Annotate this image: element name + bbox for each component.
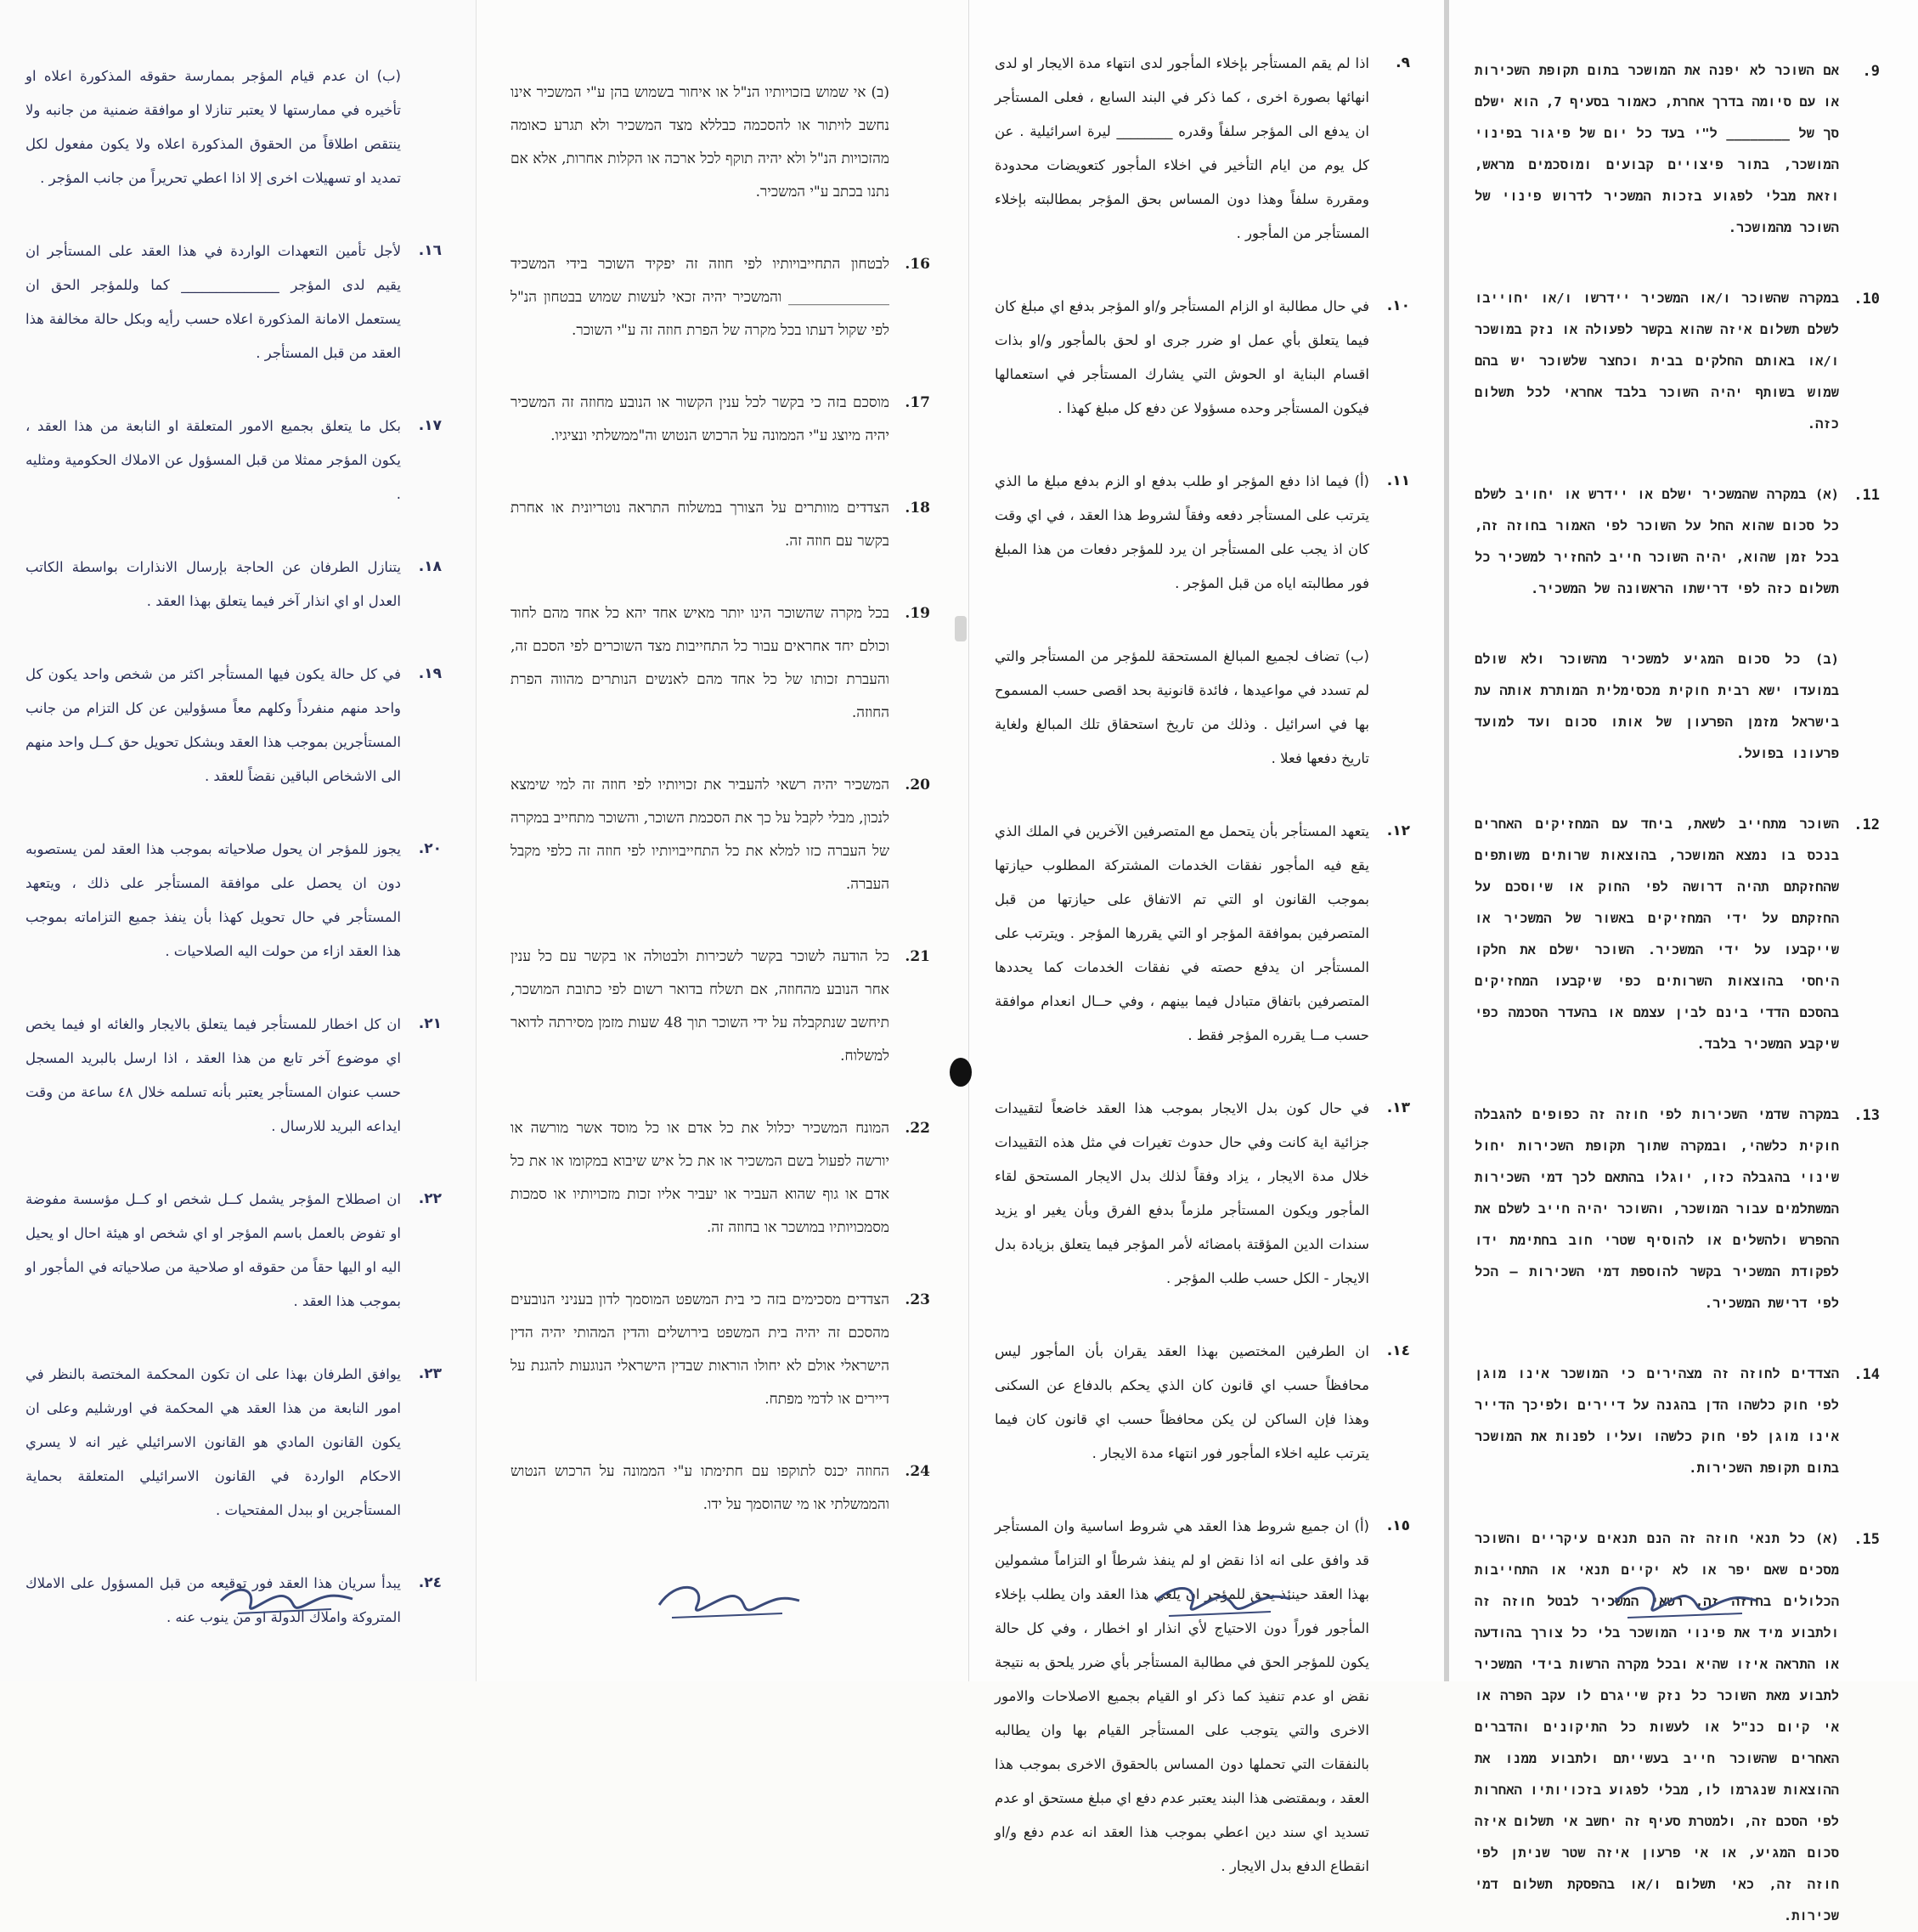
signature: [646, 1567, 808, 1630]
clause-text: (א) במקרה שהמשכיר ישלם או יידרש או יחויב לשלם כל סכום שהוא החל על השוכר לפי האמור בחוזה זה, בכל זמן שהוא, יהיה השוכר חייב להחזיר למשכיר כל תשלום כזה לפי דרישתו הראשונה של המשכיר.: [1475, 487, 1839, 596]
clause-number: [1839, 644, 1880, 770]
clause-text: ان اصطلاح المؤجر يشمل كــل شخص او كــل مؤسسة مفوضة او تفوض بالعمل باسم المؤجر او اي شخص او هيئة احال او يحيل اليه او اليها حقاً من حقوقه او صلاحية من صلاحياته في المأجور او بموجب هذا العقد .: [25, 1191, 401, 1309]
clause-ar-20: [25, 833, 442, 969]
clause-ar-10: [995, 290, 1410, 426]
clause-ar-11a: [995, 465, 1410, 601]
clause-text: הצדדים מוותרים על הצורך במשלוח התראה נוטריונית או אחרת בקשר עם חוזה זה.: [511, 500, 889, 550]
clause-text: في حال مطالبة او الزام المستأجر و/او المؤجر بدفع اي مبلغ كان فيما يتعلق بأي عمل او ضرر جرى او لحق بالمأجور و/او بذات اقسام البناية او الحوش التي يشارك المستأجر في استعمالها فيكون المستأجر وحده مسؤولا عن دفع كل مبلغ كهذا .: [995, 298, 1369, 416]
clause-number: ١٠.: [1386, 297, 1410, 314]
clause-number: 9.: [1862, 63, 1880, 80]
clause-number: ٢٠.: [418, 840, 442, 857]
clause-ar-21: [25, 1008, 442, 1144]
clause-he-17: [511, 387, 930, 453]
clause-number: 20.: [905, 777, 930, 794]
clause-text: لأجل تأمين التعهدات الواردة في هذا العقد على المستأجر ان يقيم لدى المؤجر ______________ كما وللمؤجر الحق ان يستعمل الامانة المذكورة اعلاه حسب رأيه وبكل حالة مخالفة هذا العقد من قبل المستأجر .: [25, 243, 401, 361]
page-hebrew-right: [1444, 0, 1918, 1924]
clause-ar-b: [25, 59, 442, 195]
clause-ar-19: [25, 658, 442, 794]
clause-number: ١٧.: [418, 417, 442, 434]
clause-text: מוסכם בזה כי בקשר לכל ענין הקשור או הנובע מחוזה זה המשכיר יהיה מיוצג ע"י הממונה על הרכוש הנטוש וה"ממשלתי ונציגיו.: [511, 394, 889, 444]
clause-text: بكل ما يتعلق بجميع الامور المتعلقة او النابعة من هذا العقد ، يكون المؤجر ممثلا من قبل المسؤول عن الاملاك الحكومية ومثليه .: [25, 418, 401, 502]
staple-mark: [955, 616, 967, 641]
clause-he-b: [511, 76, 930, 209]
clause-he-21: [511, 941, 930, 1073]
signature: [204, 1567, 365, 1630]
clause-text: (ב) כל סכום המגיע למשכיר מהשוכר ולא שולם במועדו ישא רבית חוקית מכסימלית המותרת אותה עת בישראל מזמן הפרעון של אותו סכום ועד למועד פרעונו בפועל.: [1475, 652, 1839, 761]
clause-text: בכל מקרה שהשוכר הינו יותר מאיש אחד יהא כל אחד מהם לחוד וכולם יחד אחראים עבור כל התחייבות מצד השוכרים לפי הסכם זה, והעברת זכותו של כל אחד מהם לאנשים הנותרים מהווה הפרת החוזה.: [511, 605, 889, 721]
clause-ar-15: [995, 1510, 1410, 1884]
clause-number: ١٢.: [1386, 822, 1410, 839]
clause-he-16: [511, 248, 930, 347]
clause-text: במקרה שהשוכר ו/או המשכיר יידרשו ו/או יחוייבו לשלם תשלום איזה שהוא בקשר לפעולה או נזק במושכר ו/או באותם החלקים בבית וכחצר שלשוכר יש בהם שמוש בשותף יהיה השוכר בלבד אחראי לכל תשלום כזה.: [1475, 291, 1839, 432]
clause-he-23: [511, 1284, 930, 1416]
clause-ar-14: [995, 1335, 1410, 1471]
clause-ar-17: [25, 410, 442, 511]
clause-number: 24.: [905, 1463, 930, 1480]
clause-he-13: [1475, 1099, 1880, 1319]
clause-number: 19.: [905, 605, 930, 622]
clause-number: 15.: [1853, 1531, 1880, 1548]
clause-text: (א) כל תנאי חוזה זה הנם תנאים עיקריים והשוכר מסכים שאם יפר או לא יקיים תנאי או התחייבות הכלולים בחוזה זה, רשאי המשכיר לבטל חוזה זה ולתבוע מיד את פינוי המושכר בלי כל צורך בהודעה או התראה איזו שהיא ובכל מקרה הרשות בידי המשכיר לתבוע מאת השוכר כל נזק שייגרם לו עקב הפרה או אי קיום כנ"ל או לעשות כל התיקונים והדברים האחרים שהשוכר חייב בעשייתם ולתבוע ממנו את ההוצאות שנגרמו לו, מבלי לפגוע בזכויותיו האחרות לפי הסכם זה, ולמטרת סעיף זה יחשב אי תשלום איזה סכום המגיע, או אי פרעון איזה שטר שניתן לפי חוזה זה, כאי תשלום ו/או בהפסקת תשלום דמי שכירות.: [1475, 1531, 1839, 1924]
clause-text: (أ) فيما اذا دفع المؤجر او طلب بدفع او الزم بدفع مبلغ ما الذي يترتب على المستأجر دفعه وفقاً لشروط هذا العقد ، في اي وقت كان اذ يجب على المستأجر ان يرد للمؤجر دفعات من هذا المبلغ فور مطالبته اياه من قبل المؤجر .: [995, 473, 1369, 591]
clause-text: כל הודעה לשוכר בקשר לשכירות ולבטולה או בקשר עם כל ענין אחר הנובע מהחוזה, אם תשלח בדואר רשום לפי כתובת המושכר, תיחשב שנתקבלה על ידי השוכר תוך 48 שעות מזמן מסירתה לדואר למשלוח.: [511, 948, 890, 1065]
page-arabic-left: [0, 0, 476, 1681]
clause-number: ١٦.: [418, 242, 442, 259]
clause-text: השוכר מתחייב לשאת, ביחד עם המחזיקים האחרים בנכס בו נמצא המושכר, בהוצאות שרותים משותפים שהחזקתם תהיה דרושה לפי החוק או שיוסכם על החזקתם על ידי המחזיקים באשור של המשכיר או שייקבעו על ידי המשכיר. השוכר ישלם את חלקו היחסי בהוצאות השרותים כפי שיקבעו המחזיקים בהסכם הדדי בינם לבין עצמם או בהעדר הסכמה כפי שיקבע המשכיר בלבד.: [1475, 816, 1839, 1052]
clause-he-14: [1475, 1359, 1880, 1484]
clause-number: ٢١.: [418, 1015, 442, 1032]
clause-text: في كل حالة يكون فيها المستأجر اكثر من شخص واحد يكون كل واحد منهم منفرداً وكلهم معاً مسؤولين عن كل التزام من جانب المستأجرين بموجب هذا العقد وبشكل تحويل حق كــل واحد منهم الى الاشخاص الباقين نقضاً للعقد .: [25, 666, 401, 784]
clause-number: ١٣.: [1386, 1099, 1410, 1116]
clause-number: ١١.: [1386, 472, 1410, 489]
clause-number: 10.: [1853, 291, 1880, 308]
clause-text: המונח המשכיר יכלול את כל אדם או כל מוסד אשר מורשה או יורשה לפעול בשם המשכיר או את כל איש שיבוא במקומו או את כל אדם או גוף שהוא העביר או יעביר אליו זכות מזכויותיו או סמכות מסמכויותיו במושכר או בחוזה זה.: [511, 1120, 889, 1236]
clause-he-10: [1475, 283, 1880, 440]
clause-he-11b: [1475, 644, 1880, 770]
clause-number: ١٤.: [1386, 1342, 1410, 1359]
clause-ar-11b: [995, 640, 1410, 776]
punch-hole: [950, 1058, 972, 1087]
clause-he-11a: [1475, 479, 1880, 605]
clause-ar-16: [25, 234, 442, 370]
clause-text: החוזה יכנס לתוקפו עם חתימתו ע"י הממונה על הרכוש הנטוש והממשלתי או מי שהוסמך על ידו.: [511, 1463, 889, 1513]
clause-he-24: [511, 1455, 930, 1522]
clause-text: הצדדים לחוזה זה מצהירים כי המושכר אינו מוגן לפי חוק כלשהו הדן בהגנה על דיירים ולפיכך הדייר אינו מוגן לפי חוק כלשהו ועליו לפנות את המושכר בתום תקופת השכירות.: [1475, 1366, 1839, 1476]
clause-number: [1369, 640, 1410, 776]
clause-number: [401, 59, 442, 195]
clause-number: ١٥.: [1386, 1517, 1410, 1534]
clause-he-22: [511, 1112, 930, 1245]
clause-text: אם השוכר לא יפנה את המושכר בתום תקופת השכירות או עם סיומה בדרך אחרת, כאמור בסעיף 7, הוא ישלם סך של ________ ל"י בעד כל יום של פיגור בפינוי המושכר, בתור פיצויים קבועים ומוסכמים מראש, וזאת מבלי לפגוע בזכות המשכיר לדרוש פינוי של השוכר מהמושכר.: [1475, 63, 1840, 235]
clause-text: يتعهد المستأجر بأن يتحمل مع المتصرفين الآخرين في الملك الذي يقع فيه المأجور نفقات الخدمات المشتركة المطلوب حيازتها بموجب القانون او التي تم الاتفاق على حيازتها من قبل المتصرفين بموافقة المؤجر او التي يقررها المؤجر . ويترتب على المستأجر ان يدفع حصته في نفقات الخدمات كما يحددها المتصرفين باتفاق متبادل فيما بينهم ، وفي حــال انعدام موافقة حسب مــا يقرره المؤجر فقط .: [995, 823, 1369, 1043]
clause-number: 17.: [905, 394, 930, 411]
clause-text: המשכיר יהיה רשאי להעביר את זכויותיו לפי חוזה זה למי שימצא לנכון, מבלי לקבל על כך את הסכמת השוכר, והשוכר מתחייב במקרה של העברה כזו למלא את כל התחייבויותיו לפי חוזה זה כלפי מקבל העברה.: [511, 777, 889, 893]
clause-text: يبدأ سريان هذا العقد فور توقيعه من قبل المسؤول على الاملاك المتروكة واملاك الدولة او من ينوب عنه .: [25, 1575, 401, 1625]
clause-text: يتنازل الطرفان عن الحاجة بإرسال الانذارات بواسطة الكاتب العدل او اي انذار آخر فيما يتعلق بهذا العقد .: [25, 559, 401, 609]
clause-number: 22.: [905, 1120, 930, 1137]
clause-text: ان الطرفين المختصين بهذا العقد يقران بأن المأجور ليس محافظاً حسب اي قانون كان الذي يحكم بالدفاع عن السكنى وهذا فإن الساكن لن يكن محافظاً حسب اي قانون كان فيما يترتب عليه اخلاء المأجور فور انتهاء مدة الايجار .: [995, 1343, 1369, 1461]
clause-number: ١٨.: [418, 558, 442, 575]
clause-number: 12.: [1853, 816, 1880, 833]
clause-ar-13: [995, 1092, 1410, 1296]
clause-number: 11.: [1853, 487, 1880, 504]
clause-ar-22: [25, 1183, 442, 1319]
clause-number: 16.: [905, 256, 930, 273]
clause-number: [889, 76, 930, 209]
clause-ar-18: [25, 551, 442, 619]
clause-ar-23: [25, 1358, 442, 1528]
clause-text: לבטחון התחייבויותיו לפי חוזה זה יפקיד השוכר בידי המשכיד ______________ והמשכיר יהיה זכאי לעשות שמוש בבטחון הנ"ל לפי שקול דעתו בכל מקרה של הפרת חוזה זה ע"י השוכר.: [511, 256, 889, 339]
signature: [1602, 1567, 1763, 1630]
signature: [1139, 1567, 1300, 1630]
clause-text: يوافق الطرفان بهذا على ان تكون المحكمة المختصة بالنظر في امور النابعة من هذا العقد هي المحكمة في اورشليم وعلى ان يكون القانون المادي هو القانون الاسرائيلي غير انه لا يسري الاحكام الواردة في القانون الاسرائيلي المتعلقة بحماية المستأجرين او ببدل المفتحيات .: [25, 1366, 401, 1518]
clause-number: 23.: [905, 1291, 930, 1308]
page-arabic-right: [968, 0, 1444, 1874]
clause-number: 18.: [905, 500, 930, 517]
clause-he-18: [511, 492, 930, 558]
clause-text: (ب) ان عدم قيام المؤجر بممارسة حقوقه المذكورة اعلاه او تأخيره في ممارستها لا يعتبر تنازلا او موافقة ضمنية من جانبه ولا ينتقص اطلاقاً من الحقوق المذكورة اعلاه ولا يكون مفعول لكل تمديد او تسهيلات اخرى إلا اذا اعطي تحريراً من جانب المؤجر .: [25, 68, 401, 186]
clause-text: (ב) אי שמוש בזכויותיו הנ"ל או איחור בשמוש בהן ע"י המשכיר אינו נחשב לויתור או להסכמה כבללא מצד המשכיר ולא תגרע כאומה מהזכויות הנ"ל ולא יהיה תוקף לכל ארכה או הקלות אחרות, אלא אם נתנו בכתב ע"י המשכיר.: [511, 84, 889, 201]
clause-text: يجوز للمؤجر ان يحول صلاحياته بموجب هذا العقد لمن يستصوبه دون ان يحصل على موافقة المستأجر على ذلك ، ويتعهد المستأجر في حال تحويل كهذا بأن ينفذ جميع التزاماته بموجب هذا العقد ازاء من حولت اليه الصلاحيات .: [25, 841, 401, 959]
clause-he-19: [511, 597, 930, 730]
clause-text: במקרה שדמי השכירות לפי חוזה זה כפופים להגבלה חוקית כלשהי, ובמקרה שתוך תקופת השכירות יחול שינוי בהגבלה כזו, יוגלו בהתאם לכך דמי השכירות המשתלמים עבור המושכר, והשוכר יהיה חייב לשלם את ההפרש ולהשלים או להוסיף שטרי חוב בחתימת ידו לפקודת המשכיר בקשר להוספת דמי השכירות — הכל לפי דרישת המשכיר.: [1475, 1107, 1839, 1311]
clause-number: ١٩.: [418, 665, 442, 682]
clause-he-20: [511, 769, 930, 901]
clause-text: (ب) تضاف لجميع المبالغ المستحقة للمؤجر من المستأجر والتي لم تسدد في مواعيدها ، فائدة قانونية بحد اقصى حسب المسموح بها في اسرائيل . وذلك من تاريخ استحقاق تلك المبالغ ولغاية تاريخ دفعها فعلا .: [995, 648, 1369, 766]
clause-number: 13.: [1853, 1107, 1880, 1124]
clause-number: ٩.: [1396, 54, 1410, 71]
clause-number: ٢٢.: [418, 1190, 442, 1207]
clause-text: في حال كون بدل الايجار بموجب هذا العقد خاضعاً لتقييدات جزائية اية كانت وفي حال حدوث تغيرات في مثل هذه التقييدات خلال مدة الايجار ، يزاد وفقاً لذلك بدل الايجار المستحق لقاء المأجور ويكون المستأجر ملزماً بدفع الفرق وبأن يغير او يزيد سندات الدين المؤقتة بامضائه لأمر المؤجر فيما يتعلق بزيادة بدل الايجار - الكل حسب طلب المؤجر .: [995, 1100, 1369, 1286]
clause-number: ٢٣.: [418, 1365, 442, 1382]
clause-text: ان كل اخطار للمستأجر فيما يتعلق بالايجار والغائه او فيما يخص اي موضوع آخر تابع من هذا العقد ، اذا ارسل بالبريد المسجل حسب عنوان المستأجر يعتبر بأنه تسلمه خلال ٤٨ ساعة من وقت ايداعه البريد للارسال .: [25, 1016, 401, 1134]
clause-ar-9: [995, 47, 1410, 251]
clause-number: 21.: [905, 948, 930, 965]
clause-text: (أ) ان جميع شروط هذا العقد هي شروط اساسية وان المستأجر قد وافق على انه اذا نقض او لم ينفذ شرطاً او التزاماً مشمولين بهذا العقد حينئذ يحق للمؤجر ان يلغي هذا العقد وان يطلب بإخلاء المأجور فوراً دون الاحتياج لأي انذار او اخطار ، وفي كل حالة يكون للمؤجر الحق في مطالبة المستأجر بأي ضرر يلحق به نتيجة نقض او عدم تنفيذ كما ذكر او القيام بجميع الاصلاحات والامور الاخرى والتي يتوجب على المستأجر القيام بها وان يطالبه بالنفقات التي تحملها دون المساس بالحقوق الاخرى بموجب هذا العقد ، وبمقتضى هذا البند يعتبر عدم دفع اي مبلغ مستحق او عدم تسديد اي سند دين اعطي بموجب هذا العقد انه عدم دفع و/او انقطاع الدفع بدل الايجار .: [995, 1518, 1369, 1874]
clause-text: הצדדים מסכימים בזה כי בית המשפט המוסמך לדון בעניני הנובעים מהסכם זה יהיה בית המשפט בירושלים והדין המהותי יהיה הדין הישראלי אולם לא יחולו הוראות שבדין הישראלי הנוגעות להגנת על דיירים או לדמי מפתח.: [511, 1291, 889, 1408]
clause-he-12: [1475, 809, 1880, 1060]
clause-text: اذا لم يقم المستأجر بإخلاء المأجور لدى انتهاء مدة الايجار او لدى انهائها بصورة اخرى ، كما ذكر في البند السابع ، فعلى المستأجر ان يدفع الى المؤجر سلفاً وقدره ________ ليرة اسرائيلية . عن كل يوم من ايام التأخير في اخلاء المأجور كتعويضات محدودة ومقررة سلفاً وهذا دون المساس بحق المؤجر بمطالبته بإخلاء المستأجر من المأجور .: [995, 55, 1369, 241]
clause-ar-12: [995, 815, 1410, 1053]
clause-he-9: [1475, 55, 1880, 244]
page-hebrew-middle: [476, 0, 968, 1681]
clause-number: ٢٤.: [418, 1574, 442, 1591]
clause-number: 14.: [1853, 1366, 1880, 1383]
